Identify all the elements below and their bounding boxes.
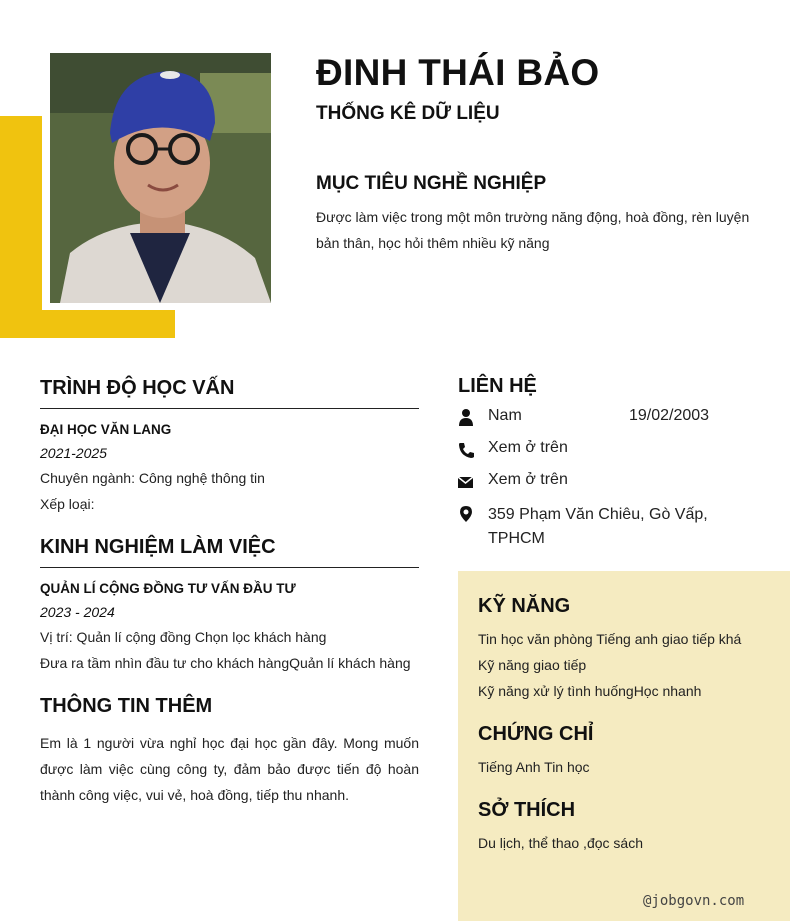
hobbies-text: Du lịch, thể thao ,đọc sách <box>478 835 643 851</box>
education-divider <box>40 408 419 409</box>
skills-panel <box>458 571 790 921</box>
extra-heading: THÔNG TIN THÊM <box>40 695 213 717</box>
objective-text: Được làm việc trong một môn trường năng động, hoà đồng, rèn luyện bản thân, học hỏi thêm nhiều kỹ năng <box>316 209 750 251</box>
contact-heading: LIÊN HỆ <box>458 375 537 397</box>
company-name: QUẢN LÍ CỘNG ĐỒNG TƯ VẤN ĐẦU TƯ <box>40 581 296 596</box>
accent-bar-vertical <box>0 116 42 338</box>
experience-position: Vị trí: Quản lí cộng đồng Chọn lọc khách hàng <box>40 629 327 645</box>
hobbies-heading: SỞ THÍCH <box>478 799 576 821</box>
extra-text: Em là 1 người vừa nghỉ học đại học gần đây. Mong muốn được làm việc cùng công ty, đảm bảo được tiến độ hoàn thành công việc, vui vẻ, hoà đồng, tiếp thu nhanh. <box>40 735 419 803</box>
education-rank: Xếp loại: <box>40 496 95 512</box>
certificates-heading: CHỨNG CHỈ <box>478 723 594 745</box>
education-heading: TRÌNH ĐỘ HỌC VẤN <box>40 377 235 399</box>
skill-item: Tin học văn phòng Tiếng anh giao tiếp khá <box>478 631 742 647</box>
contact-phone: Xem ở trên <box>488 439 568 456</box>
contact-birthdate: 19/02/2003 <box>629 407 710 424</box>
phone-icon <box>457 441 475 459</box>
experience-divider <box>40 567 419 568</box>
accent-bar-horizontal <box>0 310 175 338</box>
candidate-title: THỐNG KÊ DỮ LIỆU <box>316 103 500 124</box>
watermark: @jobgovn.com <box>643 893 745 909</box>
education-major: Chuyên ngành: Công nghệ thông tin <box>40 470 265 486</box>
education-period: 2021-2025 <box>40 445 107 461</box>
profile-photo <box>50 53 271 303</box>
contact-address: 359 Phạm Văn Chiêu, Gò Vấp, TPHCM <box>488 506 708 547</box>
contact-gender: Nam <box>488 407 522 424</box>
person-icon <box>457 408 475 426</box>
contact-email: Xem ở trên <box>488 471 568 488</box>
experience-heading: KINH NGHIỆM LÀM VIỆC <box>40 536 276 558</box>
skill-item: Kỹ năng giao tiếp <box>478 657 587 673</box>
experience-period: 2023 - 2024 <box>40 604 115 620</box>
skill-item: Kỹ năng xử lý tình huốngHọc nhanh <box>478 683 702 699</box>
skills-heading: KỸ NĂNG <box>478 595 571 617</box>
experience-description: Đưa ra tầm nhìn đầu tư cho khách hàngQuản lí khách hàng <box>40 655 411 671</box>
mail-icon <box>457 473 475 491</box>
location-icon <box>457 505 475 523</box>
objective-heading: MỤC TIÊU NGHỀ NGHIỆP <box>316 173 547 194</box>
candidate-name: ĐINH THÁI BẢO <box>316 52 600 93</box>
certificates-text: Tiếng Anh Tin học <box>478 759 590 775</box>
school-name: ĐẠI HỌC VĂN LANG <box>40 422 172 437</box>
